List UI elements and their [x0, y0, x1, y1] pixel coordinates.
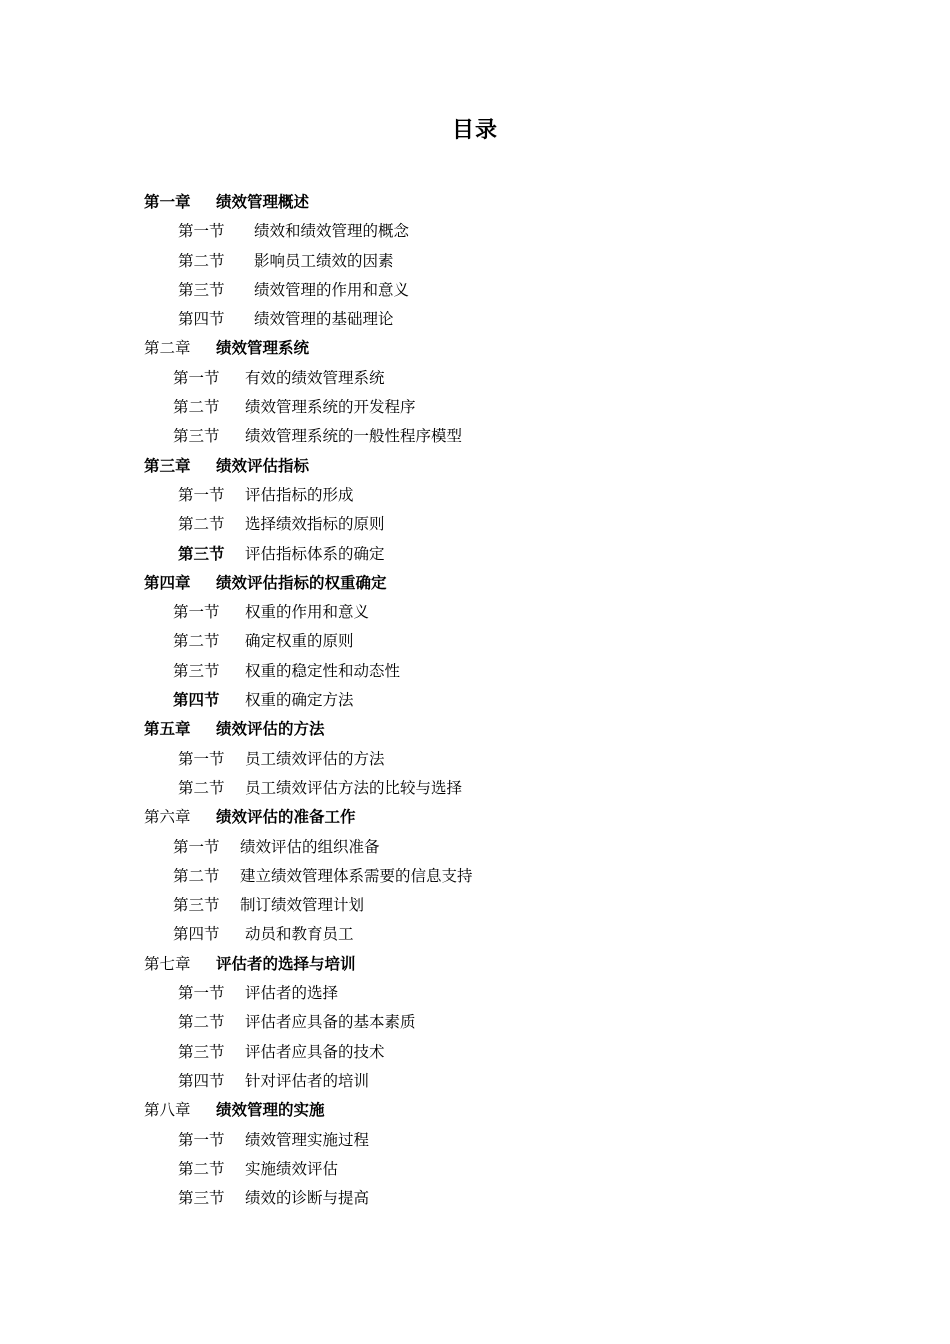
section-title: 绩效管理实施过程 — [245, 1130, 370, 1149]
chapter-title: 绩效评估指标 — [216, 456, 310, 475]
toc-section-entry — [0, 920, 950, 949]
section-title: 员工绩效评估的方法 — [245, 749, 385, 768]
section-title: 影响员工绩效的因素 — [254, 251, 394, 270]
chapter-title: 绩效管理概述 — [216, 193, 310, 211]
toc-section-entry — [0, 891, 950, 920]
toc-section-entry — [0, 862, 950, 891]
section-number: 第四节 — [173, 925, 220, 944]
toc-section-entry — [0, 364, 950, 393]
chapter-title: 绩效评估的方法 — [216, 720, 325, 739]
section-number: 第一节 — [173, 368, 220, 387]
toc-section-entry — [0, 627, 950, 656]
section-title: 评估者的选择 — [245, 984, 339, 1003]
section-number: 第二节 — [173, 866, 220, 885]
section-number: 第三节 — [178, 544, 225, 563]
section-number: 第三节 — [178, 1189, 225, 1208]
section-title: 动员和教育员工 — [245, 925, 354, 944]
toc-section-entry — [0, 598, 950, 627]
section-number: 第一节 — [178, 222, 225, 241]
toc-section-entry — [0, 540, 950, 569]
section-number: 第二节 — [173, 398, 220, 417]
section-number: 第二节 — [178, 251, 225, 270]
section-title: 确定权重的原则 — [245, 632, 354, 651]
section-title: 针对评估者的培训 — [245, 1071, 370, 1090]
chapter-title: 评估者的选择与培训 — [216, 954, 356, 973]
section-title: 绩效的诊断与提高 — [245, 1189, 370, 1208]
section-title: 实施绩效评估 — [245, 1159, 339, 1178]
section-number: 第三节 — [173, 427, 220, 446]
toc-section-entry — [0, 1038, 950, 1067]
chapter-number: 第二章 — [144, 339, 191, 358]
toc-section-entry — [0, 1008, 950, 1037]
toc-chapter-entry — [0, 803, 950, 832]
section-title: 绩效管理系统的开发程序 — [245, 398, 416, 417]
chapter-number: 第一章 — [144, 193, 191, 211]
toc-section-entry — [0, 305, 950, 334]
section-title: 选择绩效指标的原则 — [245, 515, 385, 534]
toc-section-entry — [0, 979, 950, 1008]
chapter-number: 第八章 — [144, 1101, 191, 1120]
section-number: 第二节 — [178, 515, 225, 534]
section-title: 制订绩效管理计划 — [240, 896, 365, 915]
toc-section-entry — [0, 481, 950, 510]
toc-section-entry — [0, 1155, 950, 1184]
chapter-number: 第三章 — [144, 456, 191, 475]
toc-section-entry — [0, 217, 950, 246]
section-title: 绩效评估的组织准备 — [240, 837, 380, 856]
section-number: 第二节 — [178, 1159, 225, 1178]
chapter-title: 绩效评估的准备工作 — [216, 808, 356, 827]
section-number: 第三节 — [173, 661, 220, 680]
section-number: 第四节 — [173, 691, 220, 710]
toc-chapter-entry — [0, 188, 950, 217]
toc-section-entry — [0, 276, 950, 305]
section-title: 评估者应具备的技术 — [245, 1042, 385, 1061]
chapter-number: 第七章 — [144, 954, 191, 973]
toc-section-entry — [0, 833, 950, 862]
toc-chapter-entry — [0, 715, 950, 744]
section-title: 权重的作用和意义 — [245, 603, 370, 622]
section-number: 第一节 — [178, 984, 225, 1003]
toc-section-entry — [0, 247, 950, 276]
toc-section-entry — [0, 774, 950, 803]
section-number: 第一节 — [173, 603, 220, 622]
section-number: 第一节 — [178, 1130, 225, 1149]
section-title: 权重的稳定性和动态性 — [245, 661, 401, 680]
section-number: 第三节 — [178, 1042, 225, 1061]
toc-section-entry — [0, 422, 950, 451]
section-title: 绩效管理系统的一般性程序模型 — [245, 427, 463, 446]
section-title: 权重的确定方法 — [245, 691, 354, 710]
section-title: 绩效和绩效管理的概念 — [254, 222, 410, 241]
toc-section-entry — [0, 686, 950, 715]
toc-chapter-entry — [0, 452, 950, 481]
section-number: 第三节 — [173, 896, 220, 915]
toc-section-entry — [0, 1126, 950, 1155]
chapter-title: 绩效管理的实施 — [216, 1101, 325, 1120]
chapter-number: 第六章 — [144, 808, 191, 827]
section-number: 第二节 — [173, 632, 220, 651]
section-number: 第一节 — [173, 837, 220, 856]
section-title: 评估指标体系的确定 — [245, 544, 385, 563]
page-title: 目录 — [451, 118, 498, 143]
toc-section-entry — [0, 1184, 950, 1213]
chapter-number: 第五章 — [144, 720, 191, 739]
section-title: 员工绩效评估方法的比较与选择 — [245, 778, 463, 797]
section-title: 评估者应具备的基本素质 — [245, 1013, 416, 1032]
table-of-contents — [0, 188, 950, 1213]
toc-section-entry — [0, 745, 950, 774]
section-number: 第一节 — [178, 749, 225, 768]
toc-chapter-entry — [0, 1096, 950, 1125]
section-title: 评估指标的形成 — [245, 485, 354, 504]
toc-section-entry — [0, 393, 950, 422]
section-number: 第一节 — [178, 485, 225, 504]
chapter-title: 绩效评估指标的权重确定 — [216, 573, 387, 592]
section-number: 第二节 — [178, 778, 225, 797]
toc-chapter-entry — [0, 334, 950, 363]
section-number: 第二节 — [178, 1013, 225, 1032]
toc-section-entry — [0, 1067, 950, 1096]
section-number: 第三节 — [178, 280, 225, 299]
section-title: 绩效管理的基础理论 — [254, 310, 394, 329]
toc-chapter-entry — [0, 950, 950, 979]
toc-section-entry — [0, 657, 950, 686]
chapter-title: 绩效管理系统 — [216, 339, 310, 358]
section-title: 有效的绩效管理系统 — [245, 368, 385, 387]
section-number: 第四节 — [178, 1071, 225, 1090]
toc-chapter-entry — [0, 569, 950, 598]
section-title: 建立绩效管理体系需要的信息支持 — [240, 866, 473, 885]
section-number: 第四节 — [178, 310, 225, 329]
toc-section-entry — [0, 510, 950, 539]
section-title: 绩效管理的作用和意义 — [254, 280, 410, 299]
chapter-number: 第四章 — [144, 573, 191, 592]
